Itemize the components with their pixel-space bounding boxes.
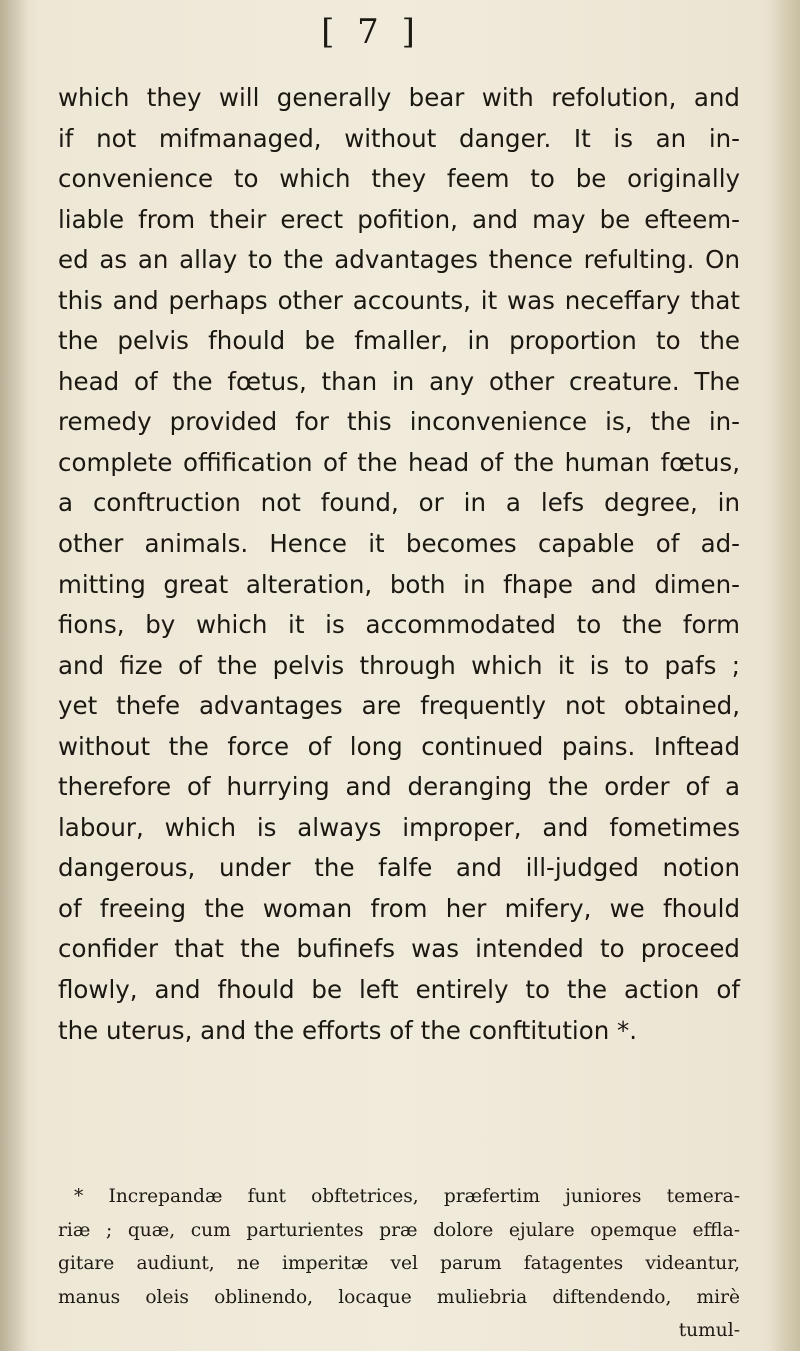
body-line: dangerous, under the falfe and ill-judged notion xyxy=(58,853,740,883)
footnote-line: gitare audiunt, ne imperitæ vel parum fatagentes videantur, xyxy=(58,1253,740,1274)
body-line: the uterus, and the efforts of the conftitution *. xyxy=(58,1015,638,1045)
body-line: therefore of hurrying and deranging the order of a xyxy=(58,772,740,802)
body-text xyxy=(58,78,740,1051)
body-line: ed as an allay to the advantages thence refulting. On xyxy=(58,245,740,275)
body-line: without the force of long continued pains. Inftead xyxy=(58,731,740,761)
body-line: yet thefe advantages are frequently not obtained, xyxy=(58,691,740,721)
page-edge-shadow xyxy=(770,0,800,1351)
body-line: flowly, and fhould be left entirely to the action of xyxy=(58,975,740,1005)
body-line: liable from their erect pofition, and may be efteem- xyxy=(58,204,740,234)
body-line: remedy provided for this inconvenience is, the in- xyxy=(58,407,740,437)
body-line: other animals. Hence it becomes capable of ad- xyxy=(58,529,740,559)
body-line: complete offification of the head of the human fœtus, xyxy=(58,447,740,477)
body-line: a conftruction not found, or in a lefs degree, in xyxy=(58,488,740,518)
body-line: convenience to which they feem to be originally xyxy=(58,164,740,194)
catchword: tumul- xyxy=(678,1320,740,1341)
body-line: fions, by which it is accommodated to the form xyxy=(58,610,740,640)
body-line: confider that the bufinefs was intended to proceed xyxy=(58,934,740,964)
footnote-line: manus oleis oblinendo, locaque muliebria diftendendo, mirè xyxy=(58,1286,740,1308)
body-line: if not mifmanaged, without danger. It is an in- xyxy=(58,123,740,153)
body-line: and fize of the pelvis through which it is to pafs ; xyxy=(58,650,740,680)
footnote xyxy=(58,1180,740,1348)
footnote-line: * Increpandæ funt obftetrices, præfertim juniores temera- xyxy=(74,1186,740,1207)
body-line: of freeing the woman from her mifery, we fhould xyxy=(58,893,740,923)
body-line: this and perhaps other accounts, it was neceffary that xyxy=(58,285,740,315)
body-line: labour, which is always improper, and fometimes xyxy=(58,812,740,842)
body-line: the pelvis fhould be fmaller, in proportion to the xyxy=(58,326,740,356)
body-line: head of the fœtus, than in any other creature. The xyxy=(58,366,740,396)
body-line: which they will generally bear with refolution, and xyxy=(58,83,740,112)
footnote-line: riæ ; quæ, cum parturientes præ dolore ejulare opemque effla- xyxy=(58,1219,740,1241)
body-line: mitting great alteration, both in fhape and dimen- xyxy=(58,569,740,599)
page-number: [ 7 ] xyxy=(321,12,421,52)
page-gutter-shadow xyxy=(0,0,28,1351)
